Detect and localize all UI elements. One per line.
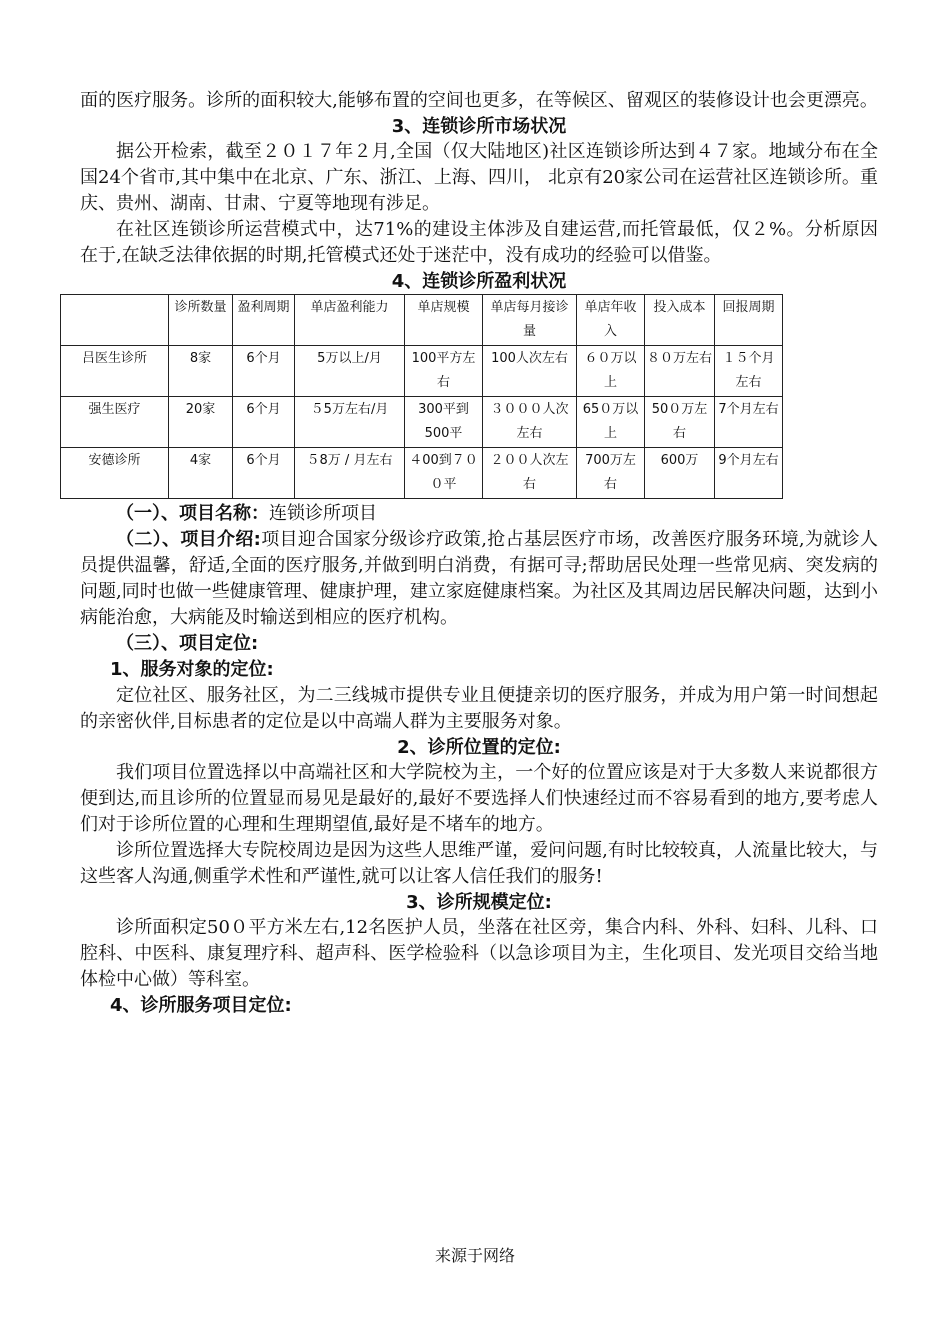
table-cell: 100平方左右 xyxy=(405,346,483,397)
table-row xyxy=(61,397,783,448)
table-cell: 300平到500平 xyxy=(405,397,483,448)
table-cell: ２００人次左右 xyxy=(483,448,577,499)
positioning-3-heading: 3、诊所规模定位: xyxy=(406,892,552,913)
section-4-heading: 4、连锁诊所盈利状况 xyxy=(391,271,567,292)
table-header-cell: 盈利周期 xyxy=(233,295,295,346)
table-cell: 9个月左右 xyxy=(715,448,783,499)
table-header-cell: 回报周期 xyxy=(715,295,783,346)
positioning-2-heading: 2、诊所位置的定位: xyxy=(397,737,561,758)
table-cell: 100人次左右 xyxy=(483,346,577,397)
table-row xyxy=(61,346,783,397)
table-cell: 安德诊所 xyxy=(61,448,169,499)
table-header-cell: 单店年收入 xyxy=(577,295,645,346)
table-cell: 吕医生诊所 xyxy=(61,346,169,397)
table-cell: ４00到７００平 xyxy=(405,448,483,499)
positioning-1-text: 定位社区、服务社区，为二三线城市提供专业且便捷亲切的医疗服务，并成为用户第一时间想起的亲密伙伴,目标患者的定位是以中高端人群为主要服务对象。 xyxy=(80,685,878,732)
table-cell: 6个月 xyxy=(233,448,295,499)
profit-table xyxy=(60,294,783,499)
project-intro-value: 项目迎合国家分级诊疗政策,抢占基层医疗市场，改善医疗服务环境,为就诊人员提供温馨，舒适,全面的医疗服务,并做到明白消费，有据可寻;帮助居民处理一些常见病、突发病的问题,同时也做一些健康管理、健康护理，建立家庭健康档案。为社区及其周边居民解决问题，达到小病能治愈，大病能及时输送到相应的医疗机构。 xyxy=(80,529,878,628)
positioning-1-heading: 1、服务对象的定位: xyxy=(110,659,274,680)
project-intro xyxy=(80,527,878,631)
table-header-cell: 投入成本 xyxy=(645,295,715,346)
table-cell: ３０００人次左右 xyxy=(483,397,577,448)
table-cell: ８０万左右 xyxy=(645,346,715,397)
table-header-cell: 诊所数量 xyxy=(169,295,233,346)
table-cell: ６０万以上 xyxy=(577,346,645,397)
table-cell: 600万 xyxy=(645,448,715,499)
project-name xyxy=(80,501,878,527)
document-body xyxy=(80,88,878,1019)
table-row xyxy=(61,448,783,499)
table-cell: 强生医疗 xyxy=(61,397,169,448)
positioning-2-text-1: 我们项目位置选择以中高端社区和大学院校为主，一个好的位置应该是对于大多数人来说都很方便到达,而且诊所的位置显而易见是最好的,最好不要选择人们快速经过而不容易看到的地方,要考虑人们对于诊所位置的心理和生理期望值,最好是不堵车的地方。 xyxy=(80,762,878,835)
table-cell: ５8万 / 月左右 xyxy=(295,448,405,499)
positioning-4-heading: 4、诊所服务项目定位: xyxy=(110,995,292,1016)
project-name-label: （一）、项目名称： xyxy=(116,503,269,524)
table-cell: 7个月左右 xyxy=(715,397,783,448)
table-cell: 4家 xyxy=(169,448,233,499)
positioning-2-text-2: 诊所位置选择大专院校周边是因为这些人思维严谨，爱问问题,有时比较较真，人流量比较大，与这些客人沟通,侧重学术性和严谨性,就可以让客人信任我们的服务! xyxy=(80,840,878,887)
project-positioning-label: （三）、项目定位: xyxy=(116,633,259,654)
section-3-paragraph-1: 据公开检索，截至２０１７年２月,全国（仅大陆地区)社区连锁诊所达到４７家。地域分布在全国24个省市,其中集中在北京、广东、浙江、上海、四川， 北京有20家公司在运营社区连锁诊所。重庆、贵州、湖南、甘肃、宁夏等地现有涉足。 xyxy=(80,141,878,214)
project-name-value: 连锁诊所项目 xyxy=(269,503,377,524)
table-cell: 6个月 xyxy=(233,397,295,448)
project-intro-label: （二）、项目介绍: xyxy=(116,529,261,550)
table-cell: 65０万以上 xyxy=(577,397,645,448)
table-header-cell xyxy=(61,295,169,346)
table-cell: ５5万左右/月 xyxy=(295,397,405,448)
section-3-paragraph-2: 在社区连锁诊所运营模式中，达71%的建设主体涉及自建运营,而托管最低，仅２%。分析原因在于,在缺乏法律依据的时期,托管模式还处于迷茫中，没有成功的经验可以借鉴。 xyxy=(80,219,878,266)
table-cell: 20家 xyxy=(169,397,233,448)
intro-tail: 面的医疗服务。诊所的面积较大,能够布置的空间也更多，在等候区、留观区的装修设计也会更漂亮。 xyxy=(80,90,878,111)
table-cell: 50０万左右 xyxy=(645,397,715,448)
table-cell: 5万以上/月 xyxy=(295,346,405,397)
table-cell: １５个月左右 xyxy=(715,346,783,397)
table-header-row xyxy=(61,295,783,346)
table-cell: 700万左右 xyxy=(577,448,645,499)
positioning-3-text: 诊所面积定50０平方米左右,12名医护人员，坐落在社区旁，集合内科、外科、妇科、儿科、口腔科、中医科、康复理疗科、超声科、医学检验科（以急诊项目为主，生化项目、发光项目交给当地体检中心做）等科室。 xyxy=(80,917,878,990)
table-header-cell: 单店每月接诊量 xyxy=(483,295,577,346)
table-cell: 8家 xyxy=(169,346,233,397)
section-3-heading: 3、连锁诊所市场状况 xyxy=(391,116,567,137)
table-cell: 6个月 xyxy=(233,346,295,397)
table-header-cell: 单店盈利能力 xyxy=(295,295,405,346)
table-header-cell: 单店规模 xyxy=(405,295,483,346)
footer-source: 来源于网络 xyxy=(434,1246,515,1265)
